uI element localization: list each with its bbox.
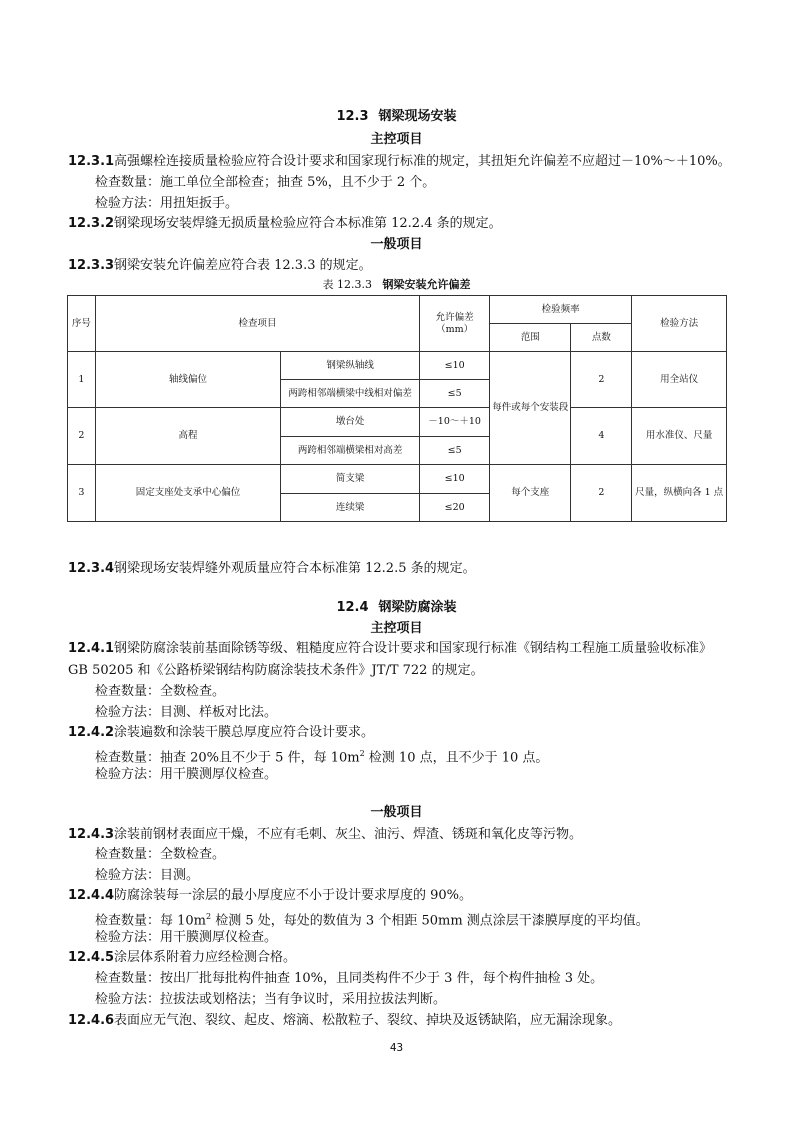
clause-12-4-4-quantity: 检查数量：每 $10m^2$ 检测 5 处，每处的数值为 3 个相距 50mm 测点涂层干漆膜厚度的平均值。 — [95, 912, 649, 929]
cell-points: 2 — [571, 465, 632, 522]
cell-range: 每件或每个安装段 — [490, 352, 571, 465]
cell-seq: 2 — [68, 408, 96, 465]
cell-tolerance: ≤5 — [420, 437, 490, 465]
cell-tolerance: ≤10 — [420, 465, 490, 494]
clause-12-3-1: 12.3.1高强螺栓连接质量检验应符合设计要求和国家现行标准的规定，其扭矩允许偏差不应超过－10%～＋10%。 — [68, 154, 731, 169]
table-row — [68, 352, 727, 380]
cell-subitem: 连续梁 — [281, 494, 420, 522]
header-tolerance: 允许偏差（mm） — [420, 296, 490, 352]
table-row — [68, 408, 727, 437]
clause-12-4-1-continued: GB 50205 和《公路桥梁钢结构防腐涂装技术条件》JT/T 722 的规定。 — [68, 663, 484, 678]
clause-12-4-2-method: 检验方法：用干膜测厚仪检查。 — [95, 767, 278, 782]
cell-points: 2 — [571, 352, 632, 408]
clause-12-3-1-method: 检验方法：用扭矩扳手。 — [95, 196, 239, 211]
header-frequency: 检验频率 — [490, 296, 632, 324]
cell-subitem: 钢梁纵轴线 — [281, 352, 420, 380]
clause-12-4-5: 12.4.5涂层体系附着力应经检测合格。 — [68, 950, 297, 965]
clause-12-4-4-method: 检验方法：用干膜测厚仪检查。 — [95, 930, 278, 945]
cell-subitem: 两跨相邻端横梁中线相对偏差 — [281, 380, 420, 408]
clause-12-3-1-quantity: 检查数量：施工单位全部检查；抽查 5%，且不少于 2 个。 — [95, 175, 436, 190]
clause-12-3-2: 12.3.2钢梁现场安装焊缝无损质量检验应符合本标准第 12.2.4 条的规定。 — [68, 216, 502, 231]
cell-seq: 1 — [68, 352, 96, 408]
clause-12-4-6: 12.4.6表面应无气泡、裂纹、起皮、熔滴、松散粒子、裂纹、掉块及返锈缺陷，应无漏涂现象。 — [68, 1013, 622, 1028]
cell-range: 每个支座 — [490, 465, 571, 522]
cell-tolerance: ≤10 — [420, 352, 490, 380]
clause-12-4-2: 12.4.2涂装遍数和涂装干膜总厚度应符合设计要求。 — [68, 725, 375, 740]
section-heading-12-3: 12.3 钢梁现场安装 — [336, 109, 457, 124]
table-header-row — [68, 296, 727, 324]
tolerance-table — [67, 295, 727, 522]
header-item: 检查项目 — [95, 296, 419, 352]
subheading-general-items: 一般项目 — [370, 805, 423, 820]
cell-points: 4 — [571, 408, 632, 465]
cell-tolerance: ≤5 — [420, 380, 490, 408]
cell-item: 轴线偏位 — [95, 352, 280, 408]
cell-subitem: 墩台处 — [281, 408, 420, 437]
clause-12-3-4: 12.3.4钢梁现场安装焊缝外观质量应符合本标准第 12.2.5 条的规定。 — [68, 561, 476, 576]
header-points: 点数 — [571, 324, 632, 352]
clause-12-4-3-method: 检验方法：目测。 — [95, 868, 200, 883]
clause-12-4-3-quantity: 检查数量：全数检查。 — [95, 847, 226, 862]
cell-method: 尺量，纵横向各 1 点 — [632, 465, 727, 522]
cell-item: 高程 — [95, 408, 280, 465]
cell-method: 用水准仪、尺量 — [632, 408, 727, 465]
clause-12-4-2-quantity: 检查数量：抽查 20%且不少于 5 件，每 $10m^2$ 检测 10 点，且不少于 10 点。 — [95, 749, 549, 766]
subheading-general-items: 一般项目 — [370, 237, 423, 252]
table-row — [68, 465, 727, 494]
clause-12-4-1: 12.4.1钢梁防腐涂装前基面除锈等级、粗糙度应符合设计要求和国家现行标准《钢结构工程施工质量验收标准》 — [68, 641, 713, 656]
cell-subitem: 两跨相邻端横梁相对高差 — [281, 437, 420, 465]
table-caption: 表 12.3.3 钢梁安装允许偏差 — [322, 278, 471, 291]
cell-tolerance: ≤20 — [420, 494, 490, 522]
header-range: 范围 — [490, 324, 571, 352]
cell-subitem: 简支梁 — [281, 465, 420, 494]
page-number: 43 — [389, 1041, 404, 1054]
clause-12-4-1-method: 检验方法：目测、样板对比法。 — [95, 705, 278, 720]
cell-tolerance: －10～＋10 — [420, 408, 490, 437]
clause-12-4-5-method: 检验方法：拉拔法或划格法；当有争议时，采用拉拔法判断。 — [95, 992, 447, 1007]
cell-item: 固定支座处支承中心偏位 — [95, 465, 280, 522]
cell-seq: 3 — [68, 465, 96, 522]
subheading-main-items: 主控项目 — [370, 621, 423, 636]
clause-12-4-3: 12.4.3涂装前钢材表面应干燥，不应有毛刺、灰尘、油污、焊渣、锈斑和氧化皮等污物。 — [68, 827, 583, 842]
header-seq: 序号 — [68, 296, 96, 352]
header-method: 检验方法 — [632, 296, 727, 352]
clause-12-3-3: 12.3.3钢梁安装允许偏差应符合表 12.3.3 的规定。 — [68, 258, 372, 273]
clause-12-4-4: 12.4.4防腐涂装每一涂层的最小厚度应不小于设计要求厚度的 90%。 — [68, 888, 473, 903]
clause-12-4-5-quantity: 检查数量：按出厂批每批构件抽查 10%，且同类构件不少于 3 件，每个构件抽检 3 处。 — [95, 971, 604, 986]
section-heading-12-4: 12.4 钢梁防腐涂装 — [336, 600, 457, 615]
cell-method: 用全站仪 — [632, 352, 727, 408]
clause-12-4-1-quantity: 检查数量：全数检查。 — [95, 684, 226, 699]
subheading-main-items: 主控项目 — [370, 132, 423, 147]
